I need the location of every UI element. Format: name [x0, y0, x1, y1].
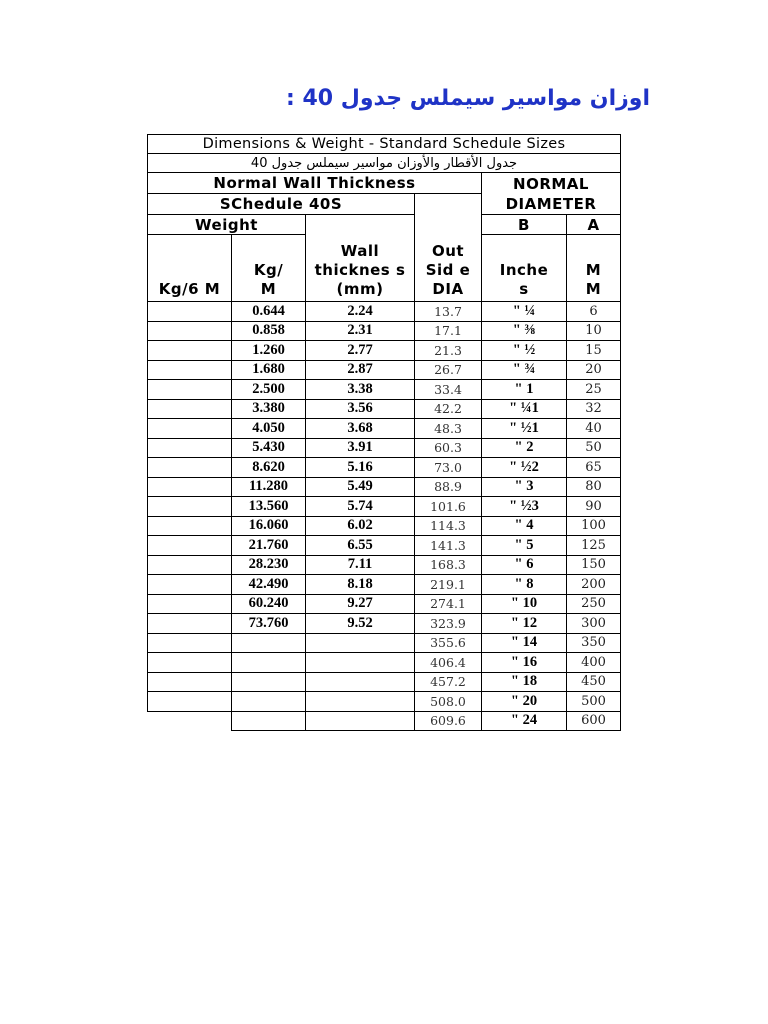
cell-outside-diameter: 48.3 — [415, 419, 482, 439]
cell-kg-per-m: 42.490 — [232, 575, 306, 595]
cell-wall-thickness — [306, 653, 415, 673]
cell-kg-per-6m — [148, 555, 232, 575]
cell-kg-per-6m — [148, 575, 232, 595]
cell-kg-per-m: 28.230 — [232, 555, 306, 575]
table-title-en: Dimensions & Weight - Standard Schedule Sizes — [148, 135, 621, 154]
cell-mm: 90 — [567, 497, 621, 517]
cell-inches: " ¼1 — [482, 399, 567, 419]
outside-diameter-header: Out Sid e DIA — [415, 194, 482, 302]
cell-kg-per-m: 3.380 — [232, 399, 306, 419]
cell-outside-diameter: 88.9 — [415, 477, 482, 497]
cell-inches: " 5 — [482, 536, 567, 556]
cell-kg-per-6m — [148, 399, 232, 419]
cell-outside-diameter: 114.3 — [415, 516, 482, 536]
cell-outside-diameter: 323.9 — [415, 614, 482, 634]
mm-header: M M — [567, 235, 621, 302]
cell-outside-diameter: 13.7 — [415, 302, 482, 322]
cell-wall-thickness: 6.55 — [306, 536, 415, 556]
table-row — [148, 341, 621, 361]
cell-mm: 150 — [567, 555, 621, 575]
cell-mm: 15 — [567, 341, 621, 361]
cell-mm: 80 — [567, 477, 621, 497]
cell-kg-per-6m — [148, 302, 232, 322]
cell-wall-thickness: 2.24 — [306, 302, 415, 322]
cell-kg-per-m: 16.060 — [232, 516, 306, 536]
table-row — [148, 555, 621, 575]
cell-outside-diameter: 274.1 — [415, 594, 482, 614]
cell-inches: " 3 — [482, 477, 567, 497]
cell-kg-per-6m — [148, 614, 232, 634]
cell-wall-thickness — [306, 692, 415, 712]
cell-kg-per-m: 0.858 — [232, 321, 306, 341]
cell-outside-diameter: 406.4 — [415, 653, 482, 673]
cell-kg-per-m: 60.240 — [232, 594, 306, 614]
cell-inches: " 6 — [482, 555, 567, 575]
table-row — [148, 419, 621, 439]
cell-kg-per-m: 0.644 — [232, 302, 306, 322]
cell-outside-diameter: 141.3 — [415, 536, 482, 556]
table-row — [148, 594, 621, 614]
inches-header: Inche s — [482, 235, 567, 302]
cell-mm: 200 — [567, 575, 621, 595]
cell-inches: " 1 — [482, 380, 567, 400]
table-row — [148, 614, 621, 634]
cell-kg-per-6m — [148, 653, 232, 673]
cell-wall-thickness: 2.87 — [306, 360, 415, 380]
table-row — [148, 497, 621, 517]
cell-wall-thickness: 5.16 — [306, 458, 415, 478]
table-row — [148, 653, 621, 673]
cell-kg-per-6m — [148, 516, 232, 536]
cell-inches: " ½ — [482, 341, 567, 361]
cell-inches: " 12 — [482, 614, 567, 634]
cell-kg-per-m: 1.260 — [232, 341, 306, 361]
cell-mm: 25 — [567, 380, 621, 400]
table-title-ar: جدول الأقطار والأوزان مواسير سيملس جدول 40 — [148, 154, 621, 173]
cell-wall-thickness: 2.31 — [306, 321, 415, 341]
cell-wall-thickness — [306, 711, 415, 731]
cell-outside-diameter: 26.7 — [415, 360, 482, 380]
cell-inches: " 8 — [482, 575, 567, 595]
table-row — [148, 536, 621, 556]
table-row — [148, 399, 621, 419]
cell-inches: " ¾ — [482, 360, 567, 380]
kg-per-m-header: Kg/ M — [232, 235, 306, 302]
cell-inches: " 24 — [482, 711, 567, 731]
cell-outside-diameter: 73.0 — [415, 458, 482, 478]
cell-kg-per-6m — [148, 477, 232, 497]
cell-kg-per-m: 2.500 — [232, 380, 306, 400]
cell-wall-thickness: 8.18 — [306, 575, 415, 595]
cell-outside-diameter: 508.0 — [415, 692, 482, 712]
cell-kg-per-6m — [148, 341, 232, 361]
cell-inches: " ½2 — [482, 458, 567, 478]
cell-kg-per-6m — [148, 536, 232, 556]
cell-inches: " ½3 — [482, 497, 567, 517]
cell-mm: 6 — [567, 302, 621, 322]
cell-kg-per-m — [232, 633, 306, 653]
col-b-header: B — [482, 215, 567, 235]
cell-kg-per-m: 8.620 — [232, 458, 306, 478]
cell-inches: " ½1 — [482, 419, 567, 439]
cell-mm: 40 — [567, 419, 621, 439]
cell-wall-thickness: 3.56 — [306, 399, 415, 419]
cell-mm: 65 — [567, 458, 621, 478]
cell-kg-per-6m — [148, 594, 232, 614]
cell-outside-diameter: 33.4 — [415, 380, 482, 400]
cell-wall-thickness: 3.91 — [306, 438, 415, 458]
table-row — [148, 672, 621, 692]
cell-kg-per-6m — [148, 419, 232, 439]
cell-mm: 350 — [567, 633, 621, 653]
cell-kg-per-m: 11.280 — [232, 477, 306, 497]
cell-kg-per-6m — [148, 458, 232, 478]
cell-wall-thickness — [306, 672, 415, 692]
cell-wall-thickness: 9.27 — [306, 594, 415, 614]
cell-kg-per-m: 1.680 — [232, 360, 306, 380]
cell-inches: " ⅜ — [482, 321, 567, 341]
cell-kg-per-6m — [148, 360, 232, 380]
normal-wall-thickness-header: Normal Wall Thickness — [148, 173, 482, 194]
table-row — [148, 302, 621, 322]
kg-per-6m-header: Kg/6 M — [148, 235, 232, 302]
table-row — [148, 380, 621, 400]
table-row — [148, 321, 621, 341]
cell-inches: " 10 — [482, 594, 567, 614]
cell-kg-per-6m — [148, 692, 232, 712]
cell-kg-per-m: 13.560 — [232, 497, 306, 517]
cell-inches: " 20 — [482, 692, 567, 712]
cell-outside-diameter: 457.2 — [415, 672, 482, 692]
cell-wall-thickness: 9.52 — [306, 614, 415, 634]
cell-wall-thickness: 3.68 — [306, 419, 415, 439]
document-title: اوزان مواسير سيملس جدول 40 : — [286, 86, 650, 111]
cell-inches: " 4 — [482, 516, 567, 536]
cell-kg-per-m: 5.430 — [232, 438, 306, 458]
cell-kg-per-m — [232, 711, 306, 731]
table-row — [148, 692, 621, 712]
cell-kg-per-m: 4.050 — [232, 419, 306, 439]
wall-thickness-header: Wall thicknes s (mm) — [306, 215, 415, 302]
cell-kg-per-6m — [148, 438, 232, 458]
cell-mm: 600 — [567, 711, 621, 731]
cell-kg-per-m: 73.760 — [232, 614, 306, 634]
cell-mm: 20 — [567, 360, 621, 380]
table-row — [148, 458, 621, 478]
cell-outside-diameter: 21.3 — [415, 341, 482, 361]
cell-wall-thickness: 7.11 — [306, 555, 415, 575]
cell-inches: " 16 — [482, 653, 567, 673]
cell-inches: " ¼ — [482, 302, 567, 322]
cell-outside-diameter: 17.1 — [415, 321, 482, 341]
cell-kg-per-m — [232, 672, 306, 692]
table-row — [148, 633, 621, 653]
cell-outside-diameter: 60.3 — [415, 438, 482, 458]
cell-mm: 450 — [567, 672, 621, 692]
cell-wall-thickness: 5.74 — [306, 497, 415, 517]
cell-mm: 100 — [567, 516, 621, 536]
table-row — [148, 575, 621, 595]
cell-kg-per-m — [232, 692, 306, 712]
cell-mm: 32 — [567, 399, 621, 419]
cell-wall-thickness: 6.02 — [306, 516, 415, 536]
cell-inches: " 14 — [482, 633, 567, 653]
cell-mm: 125 — [567, 536, 621, 556]
cell-wall-thickness — [306, 633, 415, 653]
weight-header: Weight — [148, 215, 306, 235]
table-row — [148, 477, 621, 497]
cell-mm: 50 — [567, 438, 621, 458]
schedule-40-table — [147, 134, 621, 731]
table-row — [148, 438, 621, 458]
cell-outside-diameter: 609.6 — [415, 711, 482, 731]
cell-outside-diameter: 219.1 — [415, 575, 482, 595]
cell-kg-per-6m — [148, 321, 232, 341]
schedule-table-wrapper — [147, 134, 621, 731]
table-row — [148, 711, 621, 731]
cell-kg-per-6m — [148, 497, 232, 517]
cell-outside-diameter: 168.3 — [415, 555, 482, 575]
cell-mm: 250 — [567, 594, 621, 614]
cell-mm: 400 — [567, 653, 621, 673]
cell-inches: " 2 — [482, 438, 567, 458]
cell-wall-thickness: 3.38 — [306, 380, 415, 400]
cell-mm: 10 — [567, 321, 621, 341]
cell-kg-per-6m — [148, 711, 232, 731]
normal-diameter-header: NORMAL DIAMETER — [482, 173, 621, 215]
schedule-header: SChedule 40S — [148, 194, 415, 215]
cell-outside-diameter: 355.6 — [415, 633, 482, 653]
cell-wall-thickness: 2.77 — [306, 341, 415, 361]
cell-kg-per-6m — [148, 380, 232, 400]
cell-inches: " 18 — [482, 672, 567, 692]
cell-kg-per-m — [232, 653, 306, 673]
cell-wall-thickness: 5.49 — [306, 477, 415, 497]
cell-outside-diameter: 101.6 — [415, 497, 482, 517]
cell-kg-per-6m — [148, 633, 232, 653]
table-row — [148, 516, 621, 536]
col-a-header: A — [567, 215, 621, 235]
cell-mm: 300 — [567, 614, 621, 634]
table-row — [148, 360, 621, 380]
cell-kg-per-m: 21.760 — [232, 536, 306, 556]
cell-kg-per-6m — [148, 672, 232, 692]
cell-outside-diameter: 42.2 — [415, 399, 482, 419]
cell-mm: 500 — [567, 692, 621, 712]
